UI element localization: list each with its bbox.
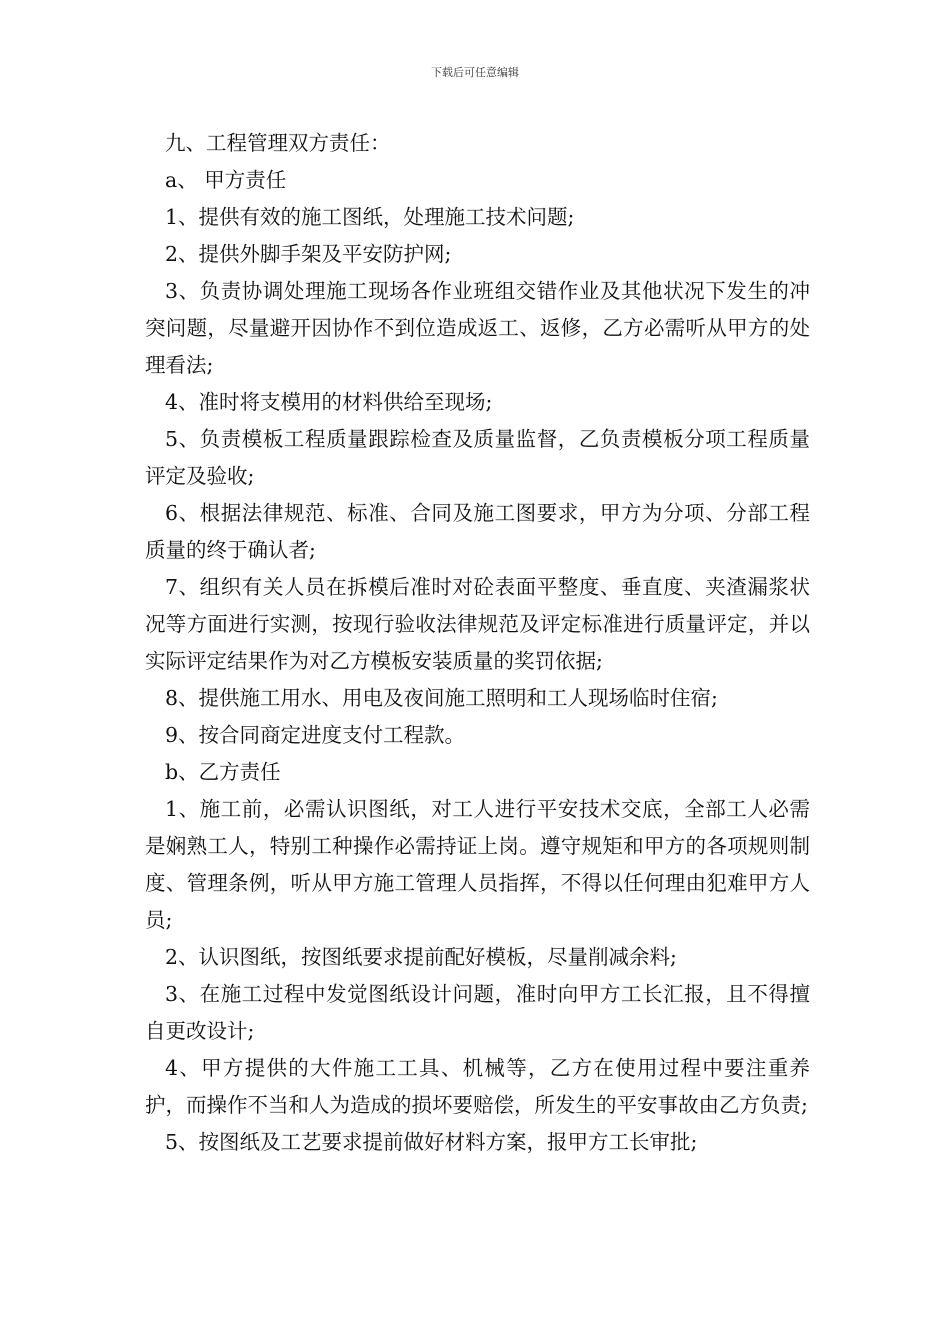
document-body [145,125,810,1161]
paragraph: 3、负责协调处理施工现场各作业班组交错作业及其他状况下发生的冲突问题，尽量避开因协作不到位造成返工、返修，乙方必需听从甲方的处理看法; [145,279,810,377]
paragraph: 9、按合同商定进度支付工程款。 [165,723,466,747]
paragraph: 2、提供外脚手架及平安防护网; [165,242,452,266]
page-header: 下载后可任意编辑 [431,66,519,79]
paragraph: 4、甲方提供的大件施工工具、机械等，乙方在使用过程中要注重养护，而操作不当和人为造成的损坏要赔偿，所发生的平安事故由乙方负责; [145,1056,810,1117]
paragraph: 5、按图纸及工艺要求提前做好材料方案，报甲方工长审批; [165,1130,698,1154]
subsection-heading-b: b、乙方责任 [165,760,281,784]
paragraph: 7、组织有关人员在拆模后准时对砼表面平整度、垂直度、夹渣漏浆状况等方面进行实测，按现行验收法律规范及评定标准进行质量评定，并以实际评定结果作为对乙方模板安装质量的奖罚依据; [145,575,810,673]
paragraph: 2、认识图纸，按图纸要求提前配好模板，尽量削减余料; [165,945,677,969]
paragraph: 4、准时将支模用的材料供给至现场; [165,390,493,414]
paragraph: 6、根据法律规范、标准、合同及施工图要求，甲方为分项、分部工程质量的终于确认者; [145,501,810,562]
paragraph: 1、提供有效的施工图纸，处理施工技术问题; [165,205,575,229]
paragraph: 8、提供施工用水、用电及夜间施工照明和工人现场临时住宿; [165,686,718,710]
paragraph: 1、施工前，必需认识图纸，对工人进行平安技术交底，全部工人必需是娴熟工人，特别工种操作必需持证上岗。遵守规矩和甲方的各项规则制度、管理条例，听从甲方施工管理人员指挥，不得以任何理由犯难甲方人员; [145,797,810,932]
paragraph: 3、在施工过程中发觉图纸设计问题，准时向甲方工长汇报，且不得擅自更改设计; [145,982,810,1043]
section-heading: 九、工程管理双方责任： [165,131,391,155]
subsection-heading-a: a、 甲方责任 [165,168,287,192]
paragraph: 5、负责模板工程质量跟踪检查及质量监督，乙负责模板分项工程质量评定及验收; [145,427,810,488]
